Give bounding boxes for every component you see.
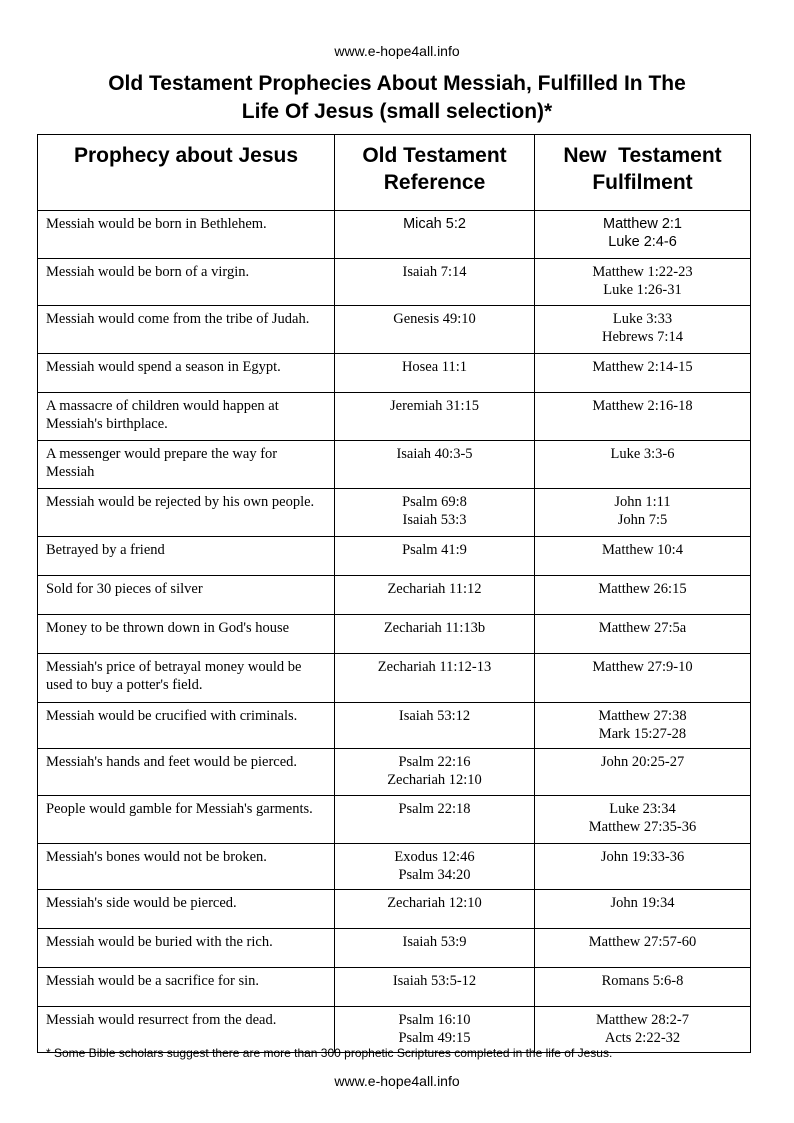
old-testament-cell xyxy=(335,796,535,844)
new-testament-cell xyxy=(535,890,751,929)
prophecy-cell: Betrayed by a friend xyxy=(38,537,335,576)
ot-reference: Psalm 69:8 xyxy=(402,494,467,510)
nt-reference: Matthew 27:9-10 xyxy=(592,659,693,675)
prophecy-cell: Messiah would spend a season in Egypt. xyxy=(38,354,335,393)
footnote: * Some Bible scholars suggest there are more than 300 prophetic Scriptures completed in the life of Jesus. xyxy=(46,1046,613,1060)
ot-reference: Isaiah 53:9 xyxy=(402,934,467,950)
nt-reference: John 1:11 xyxy=(614,494,671,510)
old-testament-cell xyxy=(335,354,535,393)
table-row xyxy=(38,354,751,393)
header-nt-line-1: New Testament xyxy=(563,144,722,167)
table-row xyxy=(38,968,751,1007)
table-row xyxy=(38,654,751,703)
new-testament-cell xyxy=(535,576,751,615)
nt-reference: Luke 23:34 xyxy=(609,801,676,817)
new-testament-cell xyxy=(535,306,751,354)
new-testament-cell xyxy=(535,968,751,1007)
ot-reference: Zechariah 11:12-13 xyxy=(377,659,492,675)
new-testament-cell xyxy=(535,259,751,306)
old-testament-cell xyxy=(335,615,535,654)
nt-reference: Matthew 27:38 xyxy=(598,708,687,724)
ot-reference: Psalm 49:15 xyxy=(398,1030,471,1046)
nt-reference: Luke 1:26-31 xyxy=(603,282,682,298)
table-row xyxy=(38,489,751,537)
nt-reference: Matthew 2:14-15 xyxy=(592,359,693,375)
prophecy-cell: People would gamble for Messiah's garments. xyxy=(38,796,335,844)
new-testament-cell xyxy=(535,749,751,796)
prophecy-cell: Messiah would be born of a virgin. xyxy=(38,259,335,306)
prophecy-cell: Messiah would be born in Bethlehem. xyxy=(38,211,335,259)
prophecy-cell: A massacre of children would happen at Messiah's birthplace. xyxy=(38,393,335,441)
site-url-bottom: www.e-hope4all.info xyxy=(334,1073,460,1089)
prophecy-cell: A messenger would prepare the way for Messiah xyxy=(38,441,335,489)
old-testament-cell xyxy=(335,703,535,749)
table-row xyxy=(38,576,751,615)
old-testament-cell xyxy=(335,929,535,968)
ot-reference: Zechariah 12:10 xyxy=(387,772,482,788)
old-testament-cell xyxy=(335,441,535,489)
table-row xyxy=(38,749,751,796)
nt-reference: Matthew 28:2-7 xyxy=(595,1012,690,1028)
old-testament-cell xyxy=(335,306,535,354)
nt-reference: Matthew 27:57-60 xyxy=(588,934,697,950)
table-row xyxy=(38,615,751,654)
ot-reference: Isaiah 53:12 xyxy=(398,708,471,724)
nt-reference: Hebrews 7:14 xyxy=(602,329,683,345)
nt-reference: John 7:5 xyxy=(617,512,668,528)
ot-reference: Isaiah 7:14 xyxy=(402,264,467,280)
prophecy-cell: Messiah's bones would not be broken. xyxy=(38,844,335,890)
header-new-testament xyxy=(535,135,751,211)
old-testament-cell xyxy=(335,393,535,441)
table-row xyxy=(38,211,751,259)
table-row xyxy=(38,393,751,441)
old-testament-cell xyxy=(335,576,535,615)
nt-reference: Mark 15:27-28 xyxy=(598,726,687,742)
prophecy-cell: Sold for 30 pieces of silver xyxy=(38,576,335,615)
nt-reference: Matthew 26:15 xyxy=(598,581,687,597)
site-url-top: www.e-hope4all.info xyxy=(334,43,460,59)
ot-reference: Hosea 11:1 xyxy=(401,359,468,375)
new-testament-cell xyxy=(535,615,751,654)
nt-reference: Matthew 10:4 xyxy=(602,542,683,558)
table-row xyxy=(38,844,751,890)
new-testament-cell xyxy=(535,393,751,441)
old-testament-cell xyxy=(335,537,535,576)
prophecy-cell: Messiah's side would be pierced. xyxy=(38,890,335,929)
new-testament-cell xyxy=(535,796,751,844)
table-body xyxy=(38,211,751,1053)
old-testament-cell xyxy=(335,749,535,796)
header-ot-line-1: Old Testament xyxy=(362,144,507,167)
prophecy-cell: Money to be thrown down in God's house xyxy=(38,615,335,654)
ot-reference: Zechariah 11:13b xyxy=(383,620,486,636)
old-testament-cell xyxy=(335,489,535,537)
nt-reference: Matthew 27:35-36 xyxy=(588,819,697,835)
old-testament-cell xyxy=(335,211,535,259)
nt-reference: Luke 2:4-6 xyxy=(608,234,677,250)
nt-reference: Luke 3:33 xyxy=(612,311,673,327)
table-row xyxy=(38,441,751,489)
nt-reference: Matthew 2:1 xyxy=(603,216,682,232)
nt-reference: John 19:34 xyxy=(610,895,675,911)
old-testament-cell xyxy=(335,968,535,1007)
header-ot-line-2: Reference xyxy=(383,171,486,194)
nt-reference: John 20:25-27 xyxy=(600,754,685,770)
old-testament-cell xyxy=(335,890,535,929)
nt-reference: Matthew 2:16-18 xyxy=(592,398,693,414)
ot-reference: Isaiah 53:5-12 xyxy=(392,973,477,989)
prophecy-cell: Messiah would be rejected by his own people. xyxy=(38,489,335,537)
nt-reference: Matthew 1:22-23 xyxy=(592,264,693,280)
page-title xyxy=(30,70,764,126)
table-row xyxy=(38,929,751,968)
prophecy-cell: Messiah would be crucified with criminals. xyxy=(38,703,335,749)
new-testament-cell xyxy=(535,654,751,703)
old-testament-cell xyxy=(335,259,535,306)
prophecy-cell: Messiah would resurrect from the dead. xyxy=(38,1007,335,1053)
new-testament-cell xyxy=(535,354,751,393)
table-row xyxy=(38,306,751,354)
new-testament-cell xyxy=(535,929,751,968)
new-testament-cell xyxy=(535,441,751,489)
ot-reference: Exodus 12:46 xyxy=(394,849,475,865)
nt-reference: Luke 3:3-6 xyxy=(610,446,675,462)
ot-reference: Psalm 34:20 xyxy=(398,867,471,883)
prophecy-cell: Messiah would be buried with the rich. xyxy=(38,929,335,968)
prophecy-cell: Messiah's hands and feet would be pierced. xyxy=(38,749,335,796)
ot-reference: Psalm 41:9 xyxy=(402,542,467,558)
header-prophecy-label: Prophecy about Jesus xyxy=(73,144,299,167)
ot-reference: Psalm 22:18 xyxy=(398,801,471,817)
table-row xyxy=(38,890,751,929)
nt-reference: Romans 5:6-8 xyxy=(601,973,684,989)
new-testament-cell xyxy=(535,537,751,576)
ot-reference: Zechariah 11:12 xyxy=(387,581,482,597)
ot-reference: Isaiah 53:3 xyxy=(402,512,467,528)
header-prophecy xyxy=(38,135,335,211)
ot-reference: Jeremiah 31:15 xyxy=(390,398,479,414)
old-testament-cell xyxy=(335,654,535,703)
page-title-line-2: Life Of Jesus (small selection)* xyxy=(241,100,553,123)
nt-reference: Matthew 27:5a xyxy=(598,620,687,636)
nt-reference: Acts 2:22-32 xyxy=(604,1030,681,1046)
new-testament-cell xyxy=(535,489,751,537)
prophecy-cell: Messiah would be a sacrifice for sin. xyxy=(38,968,335,1007)
ot-reference: Genesis 49:10 xyxy=(393,311,476,327)
page-title-line-1: Old Testament Prophecies About Messiah, Fulfilled In The xyxy=(108,72,686,95)
new-testament-cell xyxy=(535,703,751,749)
ot-reference: Zechariah 12:10 xyxy=(387,895,482,911)
ot-reference: Isaiah 40:3-5 xyxy=(396,446,473,462)
table-row xyxy=(38,703,751,749)
prophecy-table xyxy=(37,134,751,1053)
table-row xyxy=(38,259,751,306)
header-old-testament xyxy=(335,135,535,211)
prophecy-cell: Messiah would come from the tribe of Judah. xyxy=(38,306,335,354)
new-testament-cell xyxy=(535,844,751,890)
table-row xyxy=(38,537,751,576)
new-testament-cell xyxy=(535,211,751,259)
ot-reference: Psalm 22:16 xyxy=(398,754,471,770)
table-header-row xyxy=(38,135,751,211)
nt-reference: John 19:33-36 xyxy=(600,849,685,865)
old-testament-cell xyxy=(335,844,535,890)
ot-reference: Psalm 16:10 xyxy=(398,1012,471,1028)
prophecy-cell: Messiah's price of betrayal money would be used to buy a potter's field. xyxy=(38,654,335,703)
table-row xyxy=(38,796,751,844)
header-nt-line-2: Fulfilment xyxy=(592,171,693,194)
ot-reference: Micah 5:2 xyxy=(403,216,466,232)
